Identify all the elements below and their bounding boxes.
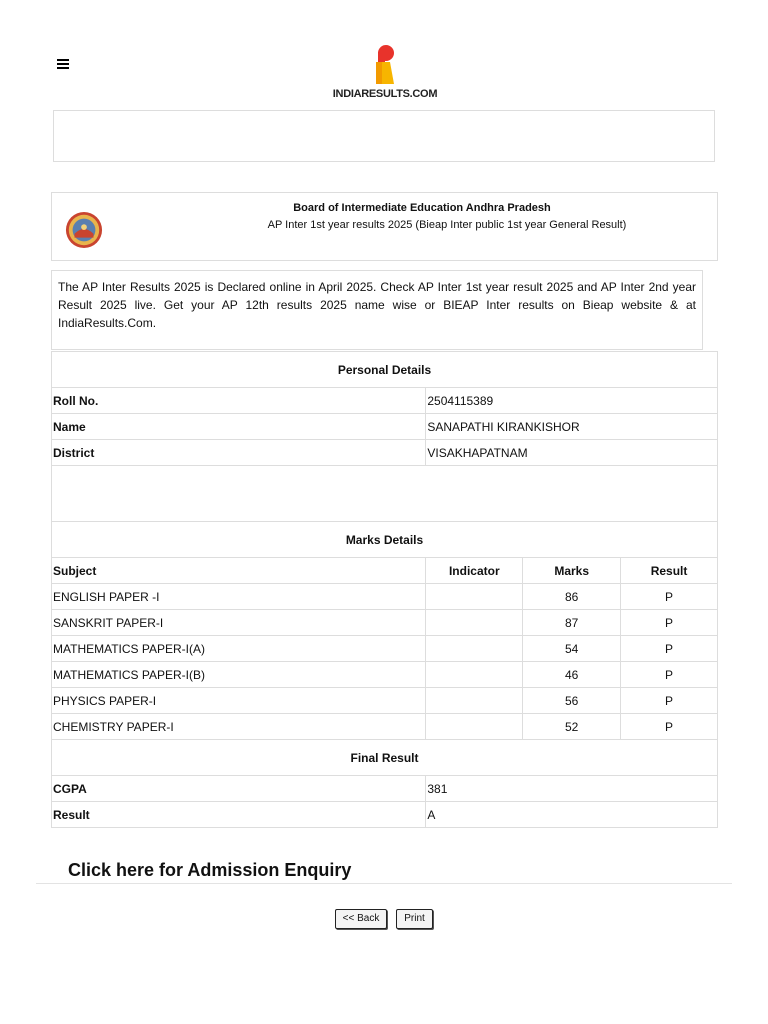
marks: 87 [523,610,621,636]
subject: CHEMISTRY PAPER-I [52,714,426,740]
result: P [621,636,718,662]
table-row [52,662,718,688]
logo[interactable] [330,44,440,104]
table-row [52,584,718,610]
subject: MATHEMATICS PAPER-I(B) [52,662,426,688]
table-row [52,388,718,414]
table-row [52,414,718,440]
result: P [621,610,718,636]
marks: 46 [523,662,621,688]
result: P [621,688,718,714]
roll-value: 2504115389 [426,388,718,414]
name-value: SANAPATHI KIRANKISHOR [426,414,718,440]
back-button[interactable]: << Back [335,909,387,929]
indicator [426,584,523,610]
marks: 56 [523,688,621,714]
print-button[interactable]: Print [396,909,433,929]
subject: SANSKRIT PAPER-I [52,610,426,636]
indicator [426,714,523,740]
table-row [52,776,718,802]
col-subject: Subject [52,558,426,584]
admission-enquiry-link[interactable]: Click here for Admission Enquiry [68,860,352,880]
board-subtitle: AP Inter 1st year results 2025 (Bieap Inter public 1st year General Result) [267,219,627,231]
result-value: A [426,802,718,828]
marks-heading: Marks Details [52,522,718,558]
table-row [52,714,718,740]
table-row [52,440,718,466]
col-result: Result [621,558,718,584]
subject: MATHEMATICS PAPER-I(A) [52,636,426,662]
indicator [426,636,523,662]
marks: 52 [523,714,621,740]
col-marks: Marks [523,558,621,584]
logo-text: INDIARESULTS.COM [332,88,438,100]
ad-placeholder [53,110,715,162]
marks: 86 [523,584,621,610]
roll-label: Roll No. [52,388,426,414]
table-row [52,802,718,828]
table-row [52,610,718,636]
result: P [621,584,718,610]
col-indicator: Indicator [426,558,523,584]
board-title: Board of Intermediate Education Andhra Pradesh [293,202,551,214]
result-table [51,351,718,828]
marks-header-row [52,558,718,584]
board-seal-icon [65,211,103,249]
board-header [51,192,718,261]
subject: PHYSICS PAPER-I [52,688,426,714]
district-value: VISAKHAPATNAM [426,440,718,466]
table-row [52,636,718,662]
hamburger-icon[interactable] [57,59,69,73]
logo-person-icon [370,44,400,88]
indicator [426,662,523,688]
district-label: District [52,440,426,466]
blank-row [52,466,718,522]
marks: 54 [523,636,621,662]
divider [36,883,732,884]
result: P [621,714,718,740]
cgpa-value: 381 [426,776,718,802]
indicator [426,688,523,714]
subject: ENGLISH PAPER -I [52,584,426,610]
name-label: Name [52,414,426,440]
intro-text: The AP Inter Results 2025 is Declared online in April 2025. Check AP Inter 1st year result 2025 and AP Inter 2nd year Result 2025 live. Get your AP 12th results 2025 name wise or BIEAP Inter results on Bieap website & at IndiaResults.Com. [51,270,703,350]
personal-heading: Personal Details [52,352,718,388]
cgpa-label: CGPA [52,776,426,802]
final-heading: Final Result [52,740,718,776]
indicator [426,610,523,636]
result-label: Result [52,802,426,828]
result: P [621,662,718,688]
table-row [52,688,718,714]
